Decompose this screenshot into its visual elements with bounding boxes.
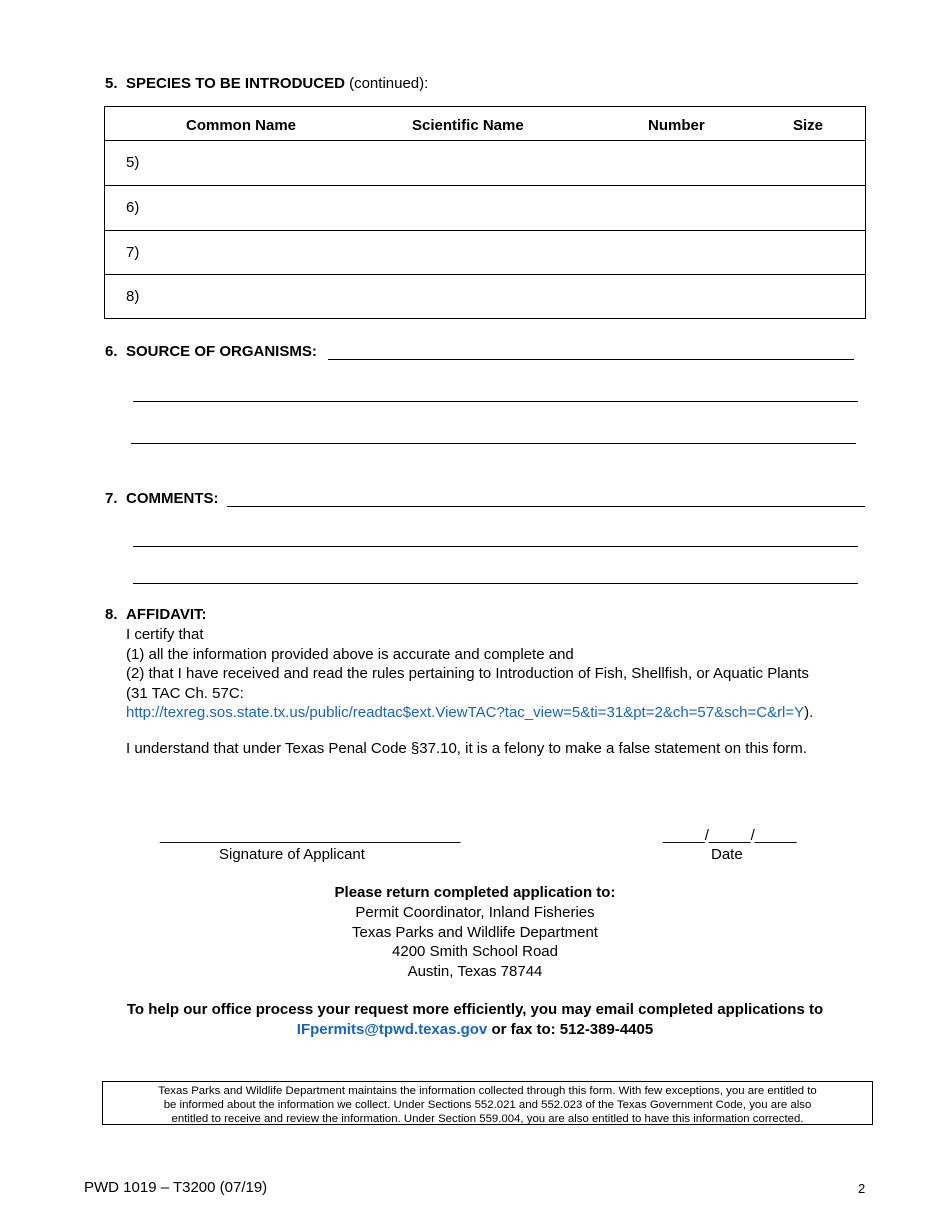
source-of-organisms-field[interactable] (328, 359, 854, 360)
comments-field-line-2[interactable] (133, 546, 858, 547)
section-8-heading: 8. AFFIDAVIT: (105, 606, 207, 623)
table-row[interactable]: 8) (105, 274, 865, 319)
email-link[interactable]: IFpermits@tpwd.texas.gov (296, 1020, 488, 1038)
signature-line[interactable]: ____________________________________ (160, 827, 461, 844)
table-row[interactable]: 7) (105, 230, 865, 275)
column-header-size: Size (793, 117, 824, 134)
signature-label: Signature of Applicant (219, 846, 365, 863)
column-header-scientific-name: Scientific Name (412, 117, 524, 134)
email-note: To help our office process your request more efficiently, you may email completed applications to IFpermits@tpwd.texas.gov or fax to: 512-389-4405 (126, 1001, 824, 1038)
column-header-number: Number (648, 117, 705, 134)
comments-field-line-3[interactable] (133, 583, 858, 584)
comments-field[interactable] (227, 506, 865, 507)
table-row[interactable]: 6) (105, 185, 865, 230)
column-header-common-name: Common Name (186, 117, 297, 134)
species-table (104, 106, 866, 319)
tac-rules-link[interactable]: http://texreg.sos.state.tx.us/public/readtac$ext.ViewTAC?tac_view=5&ti=31&pt=2&ch=57&sch=C&rl=Y (126, 704, 805, 722)
page-number: 2 (858, 1181, 866, 1196)
section-6-heading: 6. SOURCE OF ORGANISMS: (105, 343, 317, 360)
table-row[interactable]: 5) (105, 140, 865, 185)
privacy-notice: Texas Parks and Wildlife Department maintains the information collected through this form. With few exceptions, you are entitled to be informed about the information we collect. Under Sections 552.021 and 552.023 of the Texas Government Code, you are also entitled to receive and review the information. Under Section 559.004, you are also entitled to have this information corrected. (102, 1081, 873, 1125)
affidavit-text: I certify that (1) all the information provided above is accurate and complete and (2) that I have received and read the rules pertaining to Introduction of Fish, Shellfish, or Aquatic Plants (31 TAC Ch. 57C: http://texreg.sos.state.tx.us/public/readtac$ext.ViewTAC?tac_view=5&ti=31&pt=2&ch=57&sch=C&rl=Y). (126, 626, 814, 722)
penal-code-statement: I understand that under Texas Penal Code §37.10, it is a felony to make a false statement on this form. (126, 740, 807, 757)
source-of-organisms-field-line-3[interactable] (131, 443, 856, 444)
return-address: Permit Coordinator, Inland Fisheries Texas Parks and Wildlife Department 4200 Smith School Road Austin, Texas 78744 (352, 904, 598, 980)
section-5-heading: 5. SPECIES TO BE INTRODUCED (continued): (105, 75, 429, 92)
source-of-organisms-field-line-2[interactable] (133, 401, 858, 402)
date-field[interactable]: _____/_____/_____ (663, 827, 797, 844)
section-7-heading: 7. COMMENTS: (105, 490, 219, 507)
form-id: PWD 1019 – T3200 (07/19) (84, 1179, 268, 1196)
return-heading: Please return completed application to: (334, 884, 616, 901)
date-label: Date (711, 846, 743, 863)
